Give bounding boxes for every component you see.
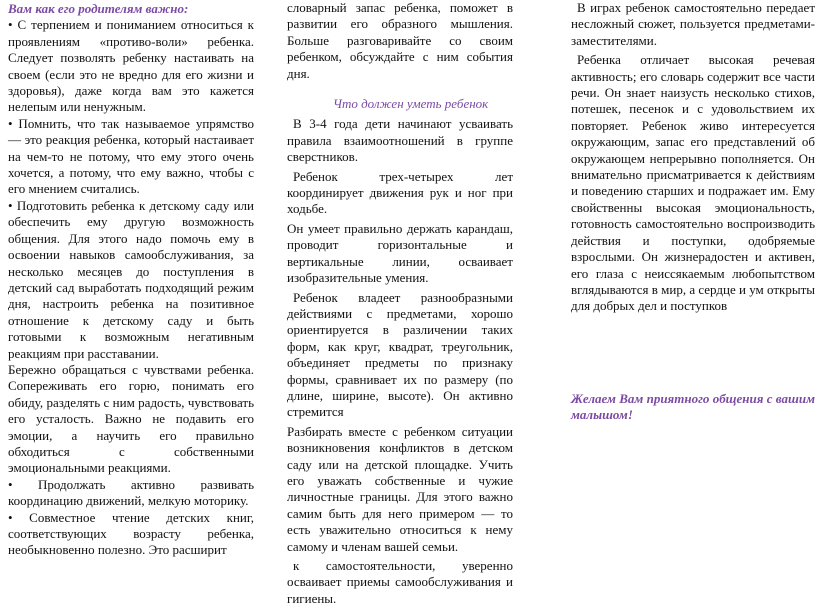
column-right	[571, 0, 815, 424]
paragraph: Ребенок владеет разнообразными действиями с предметами, хорошо ориентируется в различении таких форм, как круг, квадрат, треугольник, объединяет предметы по признаку формы, сравнивает их по размеру (по длине, ширине, высоте). Он активно стремится	[287, 289, 513, 420]
paragraph: • Помнить, что так называемое упрямство — это реакция ребенка, который настаивает на чем-то не потому, что ему этого очень хочется, а потому, что ему важно, чтобы с его мнением считались.	[8, 115, 254, 197]
closing-wish: Желаем Вам приятного общения с вашим малышом!	[571, 390, 815, 423]
column-middle	[287, 0, 513, 607]
paragraph: Ребенок трех-четырех лет координирует движения рук и ног при ходьбе.	[287, 168, 513, 217]
paragraph: Он умеет правильно держать карандаш, проводит горизонтальные и вертикальные линии, осваивает изобразительные умения.	[287, 220, 513, 286]
section-title-child-skills: Что должен уметь ребенок	[333, 96, 489, 112]
section-title-parents: Вам как его родителям важно:	[8, 1, 189, 16]
paragraph: В играх ребенок самостоятельно передает несложный сюжет, пользуется предметами-заместителями.	[571, 0, 815, 48]
paragraph: Бережно обращаться с чувствами ребенка. Сопереживать его горю, понимать его обиду, разделять с ним радость, чувствовать его усталость. Важно не подавить его эмоции, а научить его правильно обходиться с собственными эмоциональными реакциями.	[8, 361, 254, 476]
paragraph: • Подготовить ребенка к детскому саду или обеспечить ему другую возможность общения. Для этого надо помочь ему в освоении навыков самообслуживания, за несколько месяцев до поступления в детский сад выработать подходящий режим дня, настроить ребенка на позитивное отношение к детскому саду и быть готовыми к возможным негативным реакциям при расставании.	[8, 197, 254, 361]
paragraph: • Продолжать активно развивать координацию движений, мелкую моторику.	[8, 476, 254, 509]
paragraph: словарный запас ребенка, поможет в развитии его образного мышления. Больше разговаривайте со своим ребенком, обсуждайте с ним события дня.	[287, 0, 513, 81]
column-left	[8, 0, 254, 559]
paragraph: Ребенка отличает высокая речевая активность; его словарь содержит все части речи. Он знает наизусть несколько стихов, потешек, песенок и с удовольствием их повторяет. Ребенок живо интересуется окружающим, запас его представлений об окружающем непрерывно пополняется. Он внимательно присматривается к действиям и поведению старших и подражает им. Ему свойственны высокая эмоциональность, готовность самостоятельно воспроизводить действия и поступки, одобряемые взрослыми. Он жизнерадостен и активен, его глаза с неиссякаемым любопытством вглядываются в мир, а сердце и ум открыты для добрых дел и поступков	[571, 52, 815, 314]
paragraph: • С терпением и пониманием относиться к проявлениям «противо-воли» ребенка. Следует позволять ребенку настаивать на своем (если это не вредно для его жизни и здоровья), даже когда вам это кажется нелепым или ненужным.	[8, 17, 254, 115]
paragraph: • Совместное чтение детских книг, соответствующих возрасту ребенка, необыкновенно полезно. Это расширит	[8, 509, 254, 558]
paragraph: к самостоятельности, уверенно осваивает приемы самообслуживания и гигиены.	[287, 558, 513, 606]
paragraph: Разбирать вместе с ребенком ситуации возникновения конфликтов в детском саду или на детской площадке. Учить его уважать собственные и чужие личностные границы. Для этого важно самим быть для него примером — то есть уважительно относиться к нему самому и членам вашей семьи.	[287, 423, 513, 554]
paragraph: В 3-4 года дети начинают усваивать правила взаимоотношений в группе сверстников.	[287, 116, 513, 165]
